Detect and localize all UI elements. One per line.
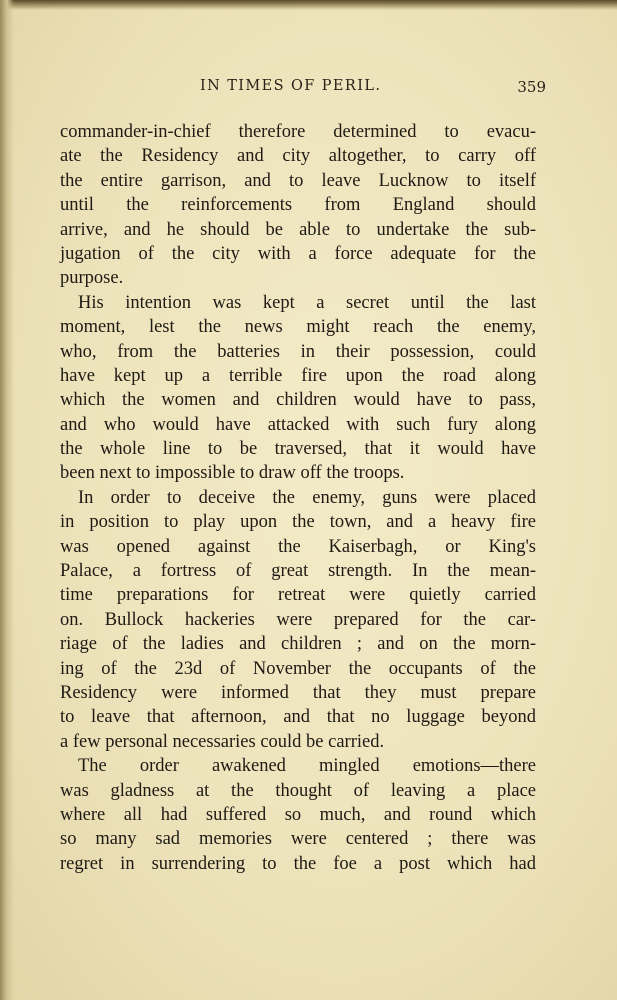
paragraph	[60, 291, 536, 486]
paragraph	[60, 486, 536, 754]
text-line: so many sad memories were centered ; there was	[60, 829, 536, 850]
text-line: on. Bullock hackeries were prepared for the car-	[60, 609, 536, 630]
text-line: until the reinforcements from England should	[60, 195, 536, 216]
text-line: time preparations for retreat were quietly carried	[60, 585, 536, 606]
paragraph	[60, 120, 536, 291]
text-line: moment, lest the news might reach the enemy,	[60, 317, 536, 338]
text-line: Residency were informed that they must prepare	[60, 682, 536, 703]
page-binding-edge	[0, 0, 14, 1000]
text-line: was gladness at the thought of leaving a place	[60, 780, 536, 801]
text-line: the whole line to be traversed, that it would have	[60, 439, 536, 460]
text-line: was opened against the Kaiserbagh, or King's	[60, 536, 536, 557]
text-line: where all had suffered so much, and round which	[60, 804, 536, 825]
text-line: arrive, and he should be able to undertake the sub-	[60, 219, 536, 240]
page-top-edge	[0, 0, 617, 10]
text-line: in position to play upon the town, and a heavy fire	[60, 512, 536, 533]
running-head	[60, 78, 546, 100]
text-line: His intention was kept a secret until the last	[78, 292, 536, 313]
text-line: jugation of the city with a force adequate for the	[60, 243, 536, 264]
text-line: who, from the batteries in their possession, could	[60, 341, 536, 362]
text-line: have kept up a terrible fire upon the road along	[60, 365, 536, 386]
text-line: and who would have attacked with such fury along	[60, 414, 536, 435]
text-line: ing of the 23d of November the occupants of the	[60, 658, 536, 679]
text-line: riage of the ladies and children ; and on the morn-	[60, 634, 536, 655]
text-line: which the women and children would have to pass,	[60, 390, 536, 411]
text-line: regret in surrendering to the foe a post which had	[60, 853, 536, 874]
text-line: been next to impossible to draw off the troops.	[60, 463, 405, 484]
text-line: The order awakened mingled emotions—there	[78, 756, 536, 777]
running-head-title: IN TIMES OF PERIL.	[200, 78, 382, 94]
text-line: a few personal necessaries could be carried.	[60, 731, 385, 752]
paragraph	[60, 754, 536, 876]
text-line: to leave that afternoon, and that no luggage beyond	[60, 707, 536, 728]
text-line: purpose.	[60, 268, 124, 289]
text-line: Palace, a fortress of great strength. In the mean-	[60, 561, 536, 582]
page-number: 359	[517, 78, 546, 96]
text-line: In order to deceive the enemy, guns were placed	[78, 487, 536, 508]
text-line: commander-in-chief therefore determined to evacu-	[60, 122, 536, 142]
text-line: the entire garrison, and to leave Lucknow to itself	[60, 170, 536, 191]
text-line: ate the Residency and city altogether, to carry off	[60, 146, 536, 167]
body-text	[60, 120, 536, 876]
